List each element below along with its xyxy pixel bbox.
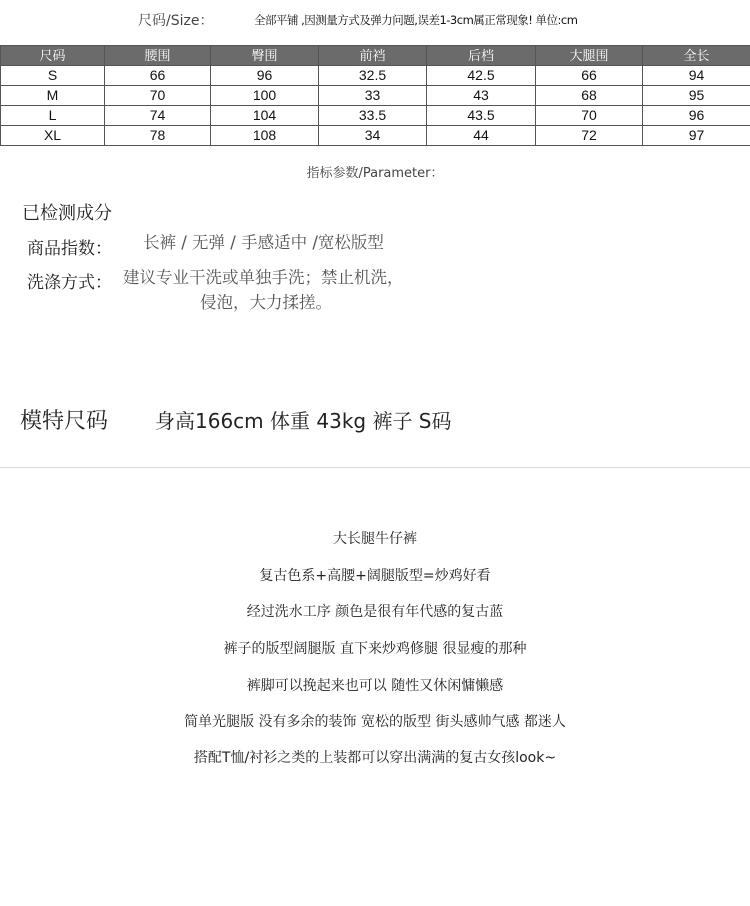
size-header — [0, 8, 750, 32]
header-front-rise: 前裆 — [319, 46, 427, 66]
table-cell: 70 — [105, 86, 211, 106]
table-row — [1, 66, 750, 86]
header-back-rise: 后档 — [427, 46, 536, 66]
size-title: 尺码/Size： — [138, 13, 214, 29]
table-row — [1, 86, 750, 106]
model-title: 模特尺码 — [20, 409, 109, 434]
header-thigh: 大腿围 — [536, 46, 643, 66]
table-cell: 97 — [643, 126, 750, 146]
table-cell: 74 — [105, 106, 211, 126]
table-cell: 43.5 — [427, 106, 536, 126]
description-line: 经过洗水工序 颜色是很有年代感的复古蓝 — [246, 604, 504, 620]
description-line: 搭配T恤/衬衫之类的上装都可以穿出满满的复古女孩look~ — [193, 750, 557, 766]
table-cell: 108 — [211, 126, 319, 146]
table-cell: 78 — [105, 126, 211, 146]
table-cell: 43 — [427, 86, 536, 106]
table-cell: 33 — [319, 86, 427, 106]
model-info: 身高166cm 体重 43kg 裤子 S码 — [155, 409, 452, 433]
table-cell: 68 — [536, 86, 643, 106]
parameter-title: 指标参数/Parameter： — [306, 166, 444, 181]
table-cell: 72 — [536, 126, 643, 146]
table-cell: 34 — [319, 126, 427, 146]
table-cell: 94 — [643, 66, 750, 86]
table-cell: 104 — [211, 106, 319, 126]
table-cell: 66 — [105, 66, 211, 86]
wash-line-2: 侵泡，大力揉搓。 — [200, 293, 332, 312]
description-line: 复古色系+高腰+阔腿版型=炒鸡好看 — [259, 568, 491, 584]
table-row — [1, 106, 750, 126]
table-cell: 95 — [643, 86, 750, 106]
table-cell: S — [1, 66, 105, 86]
table-cell: 42.5 — [427, 66, 536, 86]
table-cell: 100 — [211, 86, 319, 106]
header-hip: 臀围 — [211, 46, 319, 66]
table-row — [1, 126, 750, 146]
table-cell: XL — [1, 126, 105, 146]
table-cell: 96 — [643, 106, 750, 126]
section-divider — [0, 467, 750, 468]
table-cell: 32.5 — [319, 66, 427, 86]
header-size: 尺码 — [1, 46, 105, 66]
product-index-value: 长裤 / 无弹 / 手感适中 /宽松版型 — [143, 233, 384, 252]
table-cell: 96 — [211, 66, 319, 86]
description-line: 简单光腿版 没有多余的装饰 宽松的版型 街头感帅气感 都迷人 — [184, 714, 566, 730]
description-line: 裤脚可以挽起来也可以 随性又休闲慵懒感 — [246, 678, 504, 694]
detected-title: 已检测成分 — [22, 203, 112, 224]
wash-line-1: 建议专业干洗或单独手洗；禁止机洗， — [123, 268, 404, 287]
size-note: 全部平铺 ,因测量方式及弹力问题,误差1-3cm属正常现象! 单位:cm — [254, 13, 578, 27]
table-cell: L — [1, 106, 105, 126]
table-cell: 66 — [536, 66, 643, 86]
description-line: 裤子的版型阔腿版 直下来炒鸡修腿 很显瘦的那种 — [223, 641, 527, 657]
table-cell: 33.5 — [319, 106, 427, 126]
table-cell: M — [1, 86, 105, 106]
header-length: 全长 — [643, 46, 750, 66]
table-header-row — [1, 46, 750, 66]
description-line: 大长腿牛仔裤 — [333, 531, 417, 547]
table-cell: 44 — [427, 126, 536, 146]
header-waist: 腰围 — [105, 46, 211, 66]
wash-label: 洗涤方式： — [27, 273, 112, 293]
table-cell: 70 — [536, 106, 643, 126]
product-index-label: 商品指数： — [27, 239, 112, 259]
size-table — [0, 45, 750, 146]
